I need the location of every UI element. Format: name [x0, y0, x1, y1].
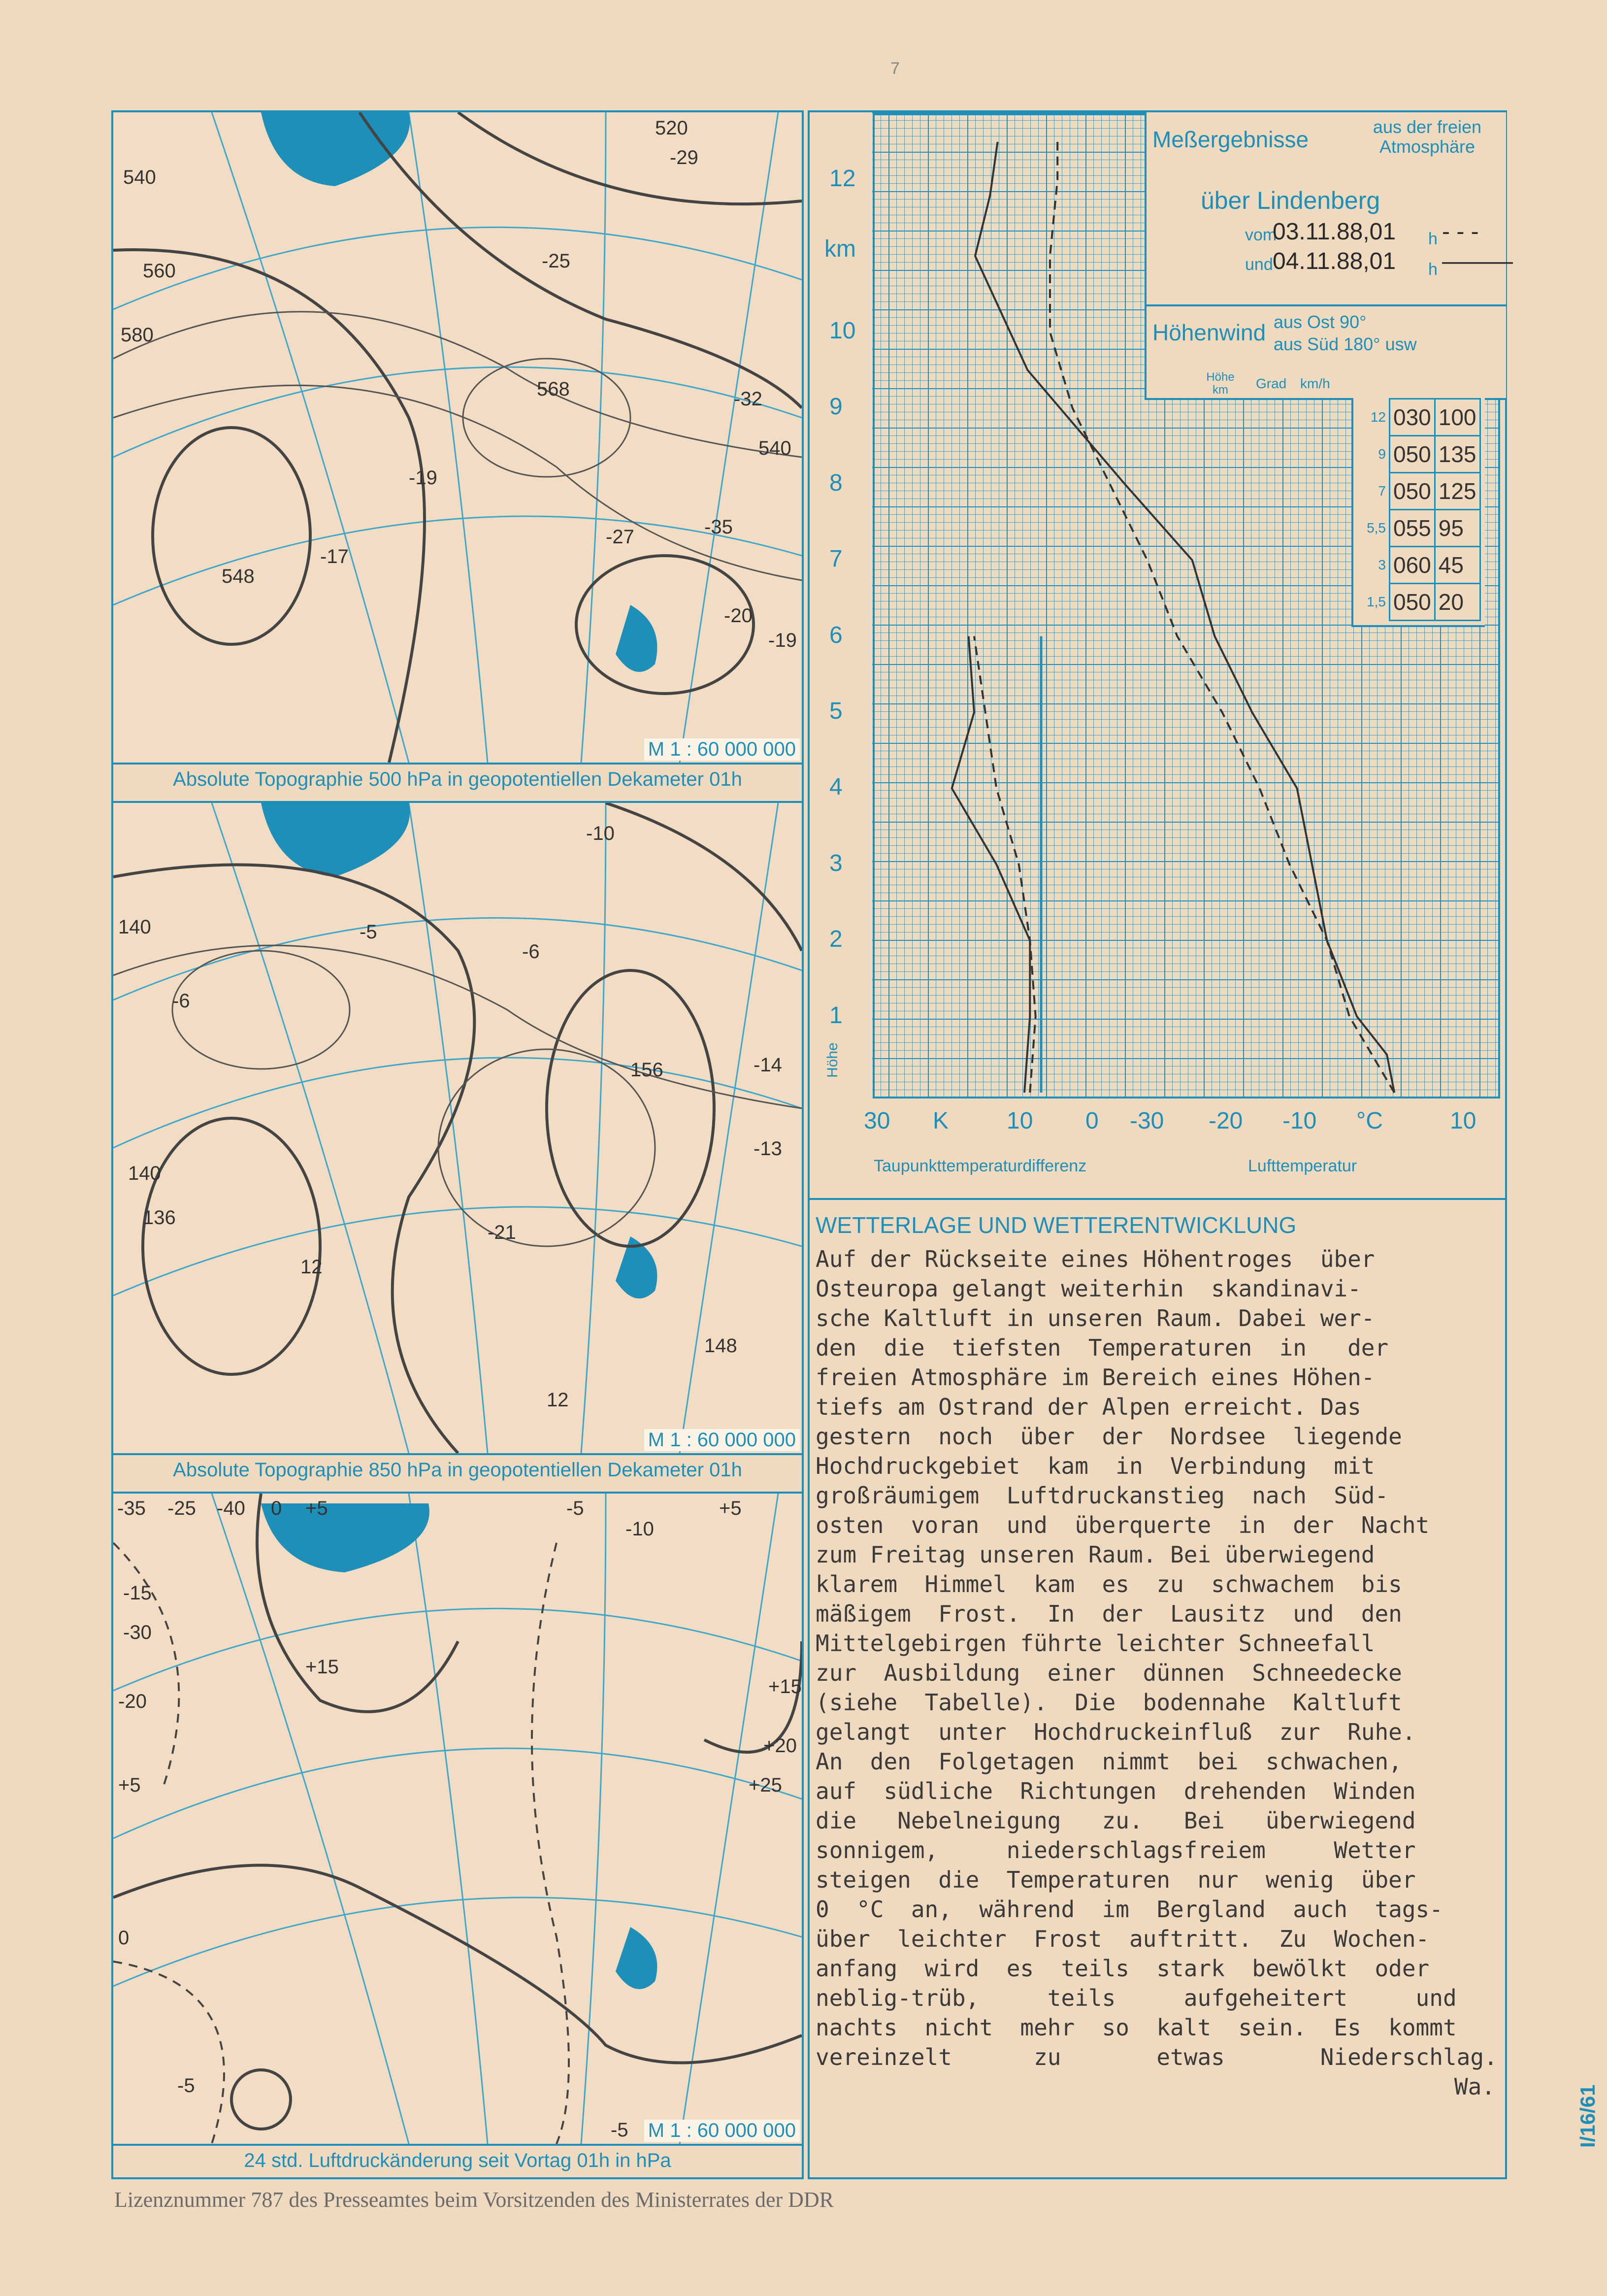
- article-line: zur Ausbildung einer dünnen Schneedecke: [816, 1660, 1402, 1686]
- map-scale: M 1 : 60 000 000: [644, 2120, 800, 2142]
- wind-row: [1353, 584, 1480, 621]
- wind-height: 7: [1378, 483, 1386, 499]
- article-line: Hochdruckgebiet kam in Verbindung mit: [816, 1453, 1375, 1479]
- article-line: über leichter Frost auftritt. Zu Wochen-: [816, 1926, 1430, 1952]
- km-label: km: [824, 236, 856, 262]
- contour-label: 12: [300, 1256, 323, 1278]
- contour-label: -29: [670, 147, 698, 168]
- contour-label: 560: [143, 260, 176, 282]
- map-500hpa-graphics: [113, 112, 802, 763]
- wind-height: 3: [1378, 557, 1386, 572]
- article-line: Osteuropa gelangt weiterhin skandinavi-: [816, 1275, 1361, 1302]
- article-line: anfang wird es teils stark bewölkt oder: [816, 1955, 1430, 1982]
- wind-speed: 125: [1435, 473, 1480, 510]
- y-tick-label: 1: [829, 1002, 843, 1029]
- contour-label: 140: [118, 916, 151, 938]
- date-1: 03.11.88,01: [1273, 219, 1396, 245]
- contour-label: 520: [655, 117, 688, 139]
- sounding-legend: [1145, 112, 1513, 400]
- article-line: die Nebelneigung zu. Bei überwiegend: [816, 1807, 1416, 1834]
- contour-label: 540: [123, 166, 156, 188]
- contour-label: 136: [143, 1207, 176, 1229]
- contour-label: +5: [719, 1497, 742, 1519]
- article-line: den die tiefsten Temperaturen in der: [816, 1334, 1389, 1361]
- article-line: großräumigem Luftdruckanstieg nach Süd-: [816, 1482, 1389, 1509]
- height-axis-label: Höhe: [824, 1042, 841, 1078]
- sounding-panel: [810, 112, 1513, 1186]
- contour-label: -25: [542, 250, 570, 272]
- wind-speed: 45: [1435, 547, 1480, 584]
- y-tick-label: 8: [829, 469, 843, 496]
- map-850hpa-caption: Absolute Topographie 850 hPa in geopotentiellen Dekameter 01h: [113, 1453, 802, 1487]
- wind-row: [1353, 510, 1480, 547]
- x-tick-temperature: °C: [1356, 1108, 1383, 1134]
- article-line: sonnigem, niederschlagsfreiem Wetter: [816, 1837, 1416, 1863]
- y-tick-label: 3: [829, 850, 843, 876]
- h-label-1: h: [1428, 230, 1438, 248]
- contour-label: -6: [522, 941, 540, 963]
- x-tick-temperature: 10: [1450, 1108, 1476, 1134]
- wind-note-2: aus Süd 180° usw: [1274, 334, 1417, 354]
- date-2: 04.11.88,01: [1273, 248, 1396, 274]
- x-tick-temperature: -10: [1282, 1108, 1317, 1134]
- wind-note-1: aus Ost 90°: [1274, 312, 1367, 332]
- contour-label: -27: [606, 526, 634, 548]
- article-line: osten voran und überquerte in der Nacht: [816, 1512, 1430, 1538]
- contour-label: -19: [768, 630, 797, 651]
- top-mark: 7: [890, 59, 900, 78]
- contour-label: +25: [749, 1774, 782, 1796]
- wind-speed: 135: [1435, 436, 1480, 473]
- wind-col-speed: km/h: [1300, 376, 1330, 391]
- vom-label: vom: [1245, 226, 1277, 244]
- sounding-title: Meßergebnisse: [1152, 127, 1309, 152]
- contour-label: 140: [128, 1163, 161, 1184]
- map-500hpa-caption: Absolute Topographie 500 hPa in geopotentiellen Dekameter 01h: [113, 763, 802, 796]
- wind-direction: 055: [1390, 510, 1435, 547]
- article-line: zum Freitag unseren Raum. Bei überwiegend: [816, 1541, 1375, 1568]
- contour-label: +15: [768, 1676, 802, 1697]
- contour-label: +15: [305, 1656, 339, 1678]
- wind-row: [1353, 547, 1480, 584]
- contour-label: -40: [217, 1497, 245, 1519]
- map-scale: M 1 : 60 000 000: [644, 738, 800, 761]
- contour-label: 12: [547, 1389, 569, 1411]
- article-body: [816, 1244, 1498, 2101]
- contour-label: -10: [586, 823, 615, 844]
- wind-row: [1353, 436, 1480, 473]
- wind-direction: 050: [1390, 584, 1435, 621]
- legend-divider: [1147, 304, 1506, 306]
- dewpoint-axis-label: Taupunkttemperaturdifferenz: [874, 1157, 1087, 1175]
- contour-label: -5: [360, 921, 377, 943]
- wind-col-height: Höhe km: [1206, 370, 1235, 397]
- sounding-subtitle: aus der freien Atmosphäre: [1373, 117, 1482, 157]
- contour-label: -30: [123, 1622, 152, 1643]
- article-line: gestern noch über der Nordsee liegende: [816, 1423, 1402, 1450]
- wind-speed: 95: [1435, 510, 1480, 547]
- article-line: An den Folgetagen nimmt bei schwachen,: [816, 1748, 1402, 1775]
- article-line: sche Kaltluft in unseren Raum. Dabei wer-: [816, 1305, 1375, 1331]
- article-line: Auf der Rückseite eines Höhentroges über: [816, 1246, 1375, 1272]
- wind-col-deg: Grad: [1256, 376, 1287, 391]
- article-line: (siehe Tabelle). Die bodennahe Kaltluft: [816, 1689, 1402, 1716]
- side-code: I/16/61: [1576, 2084, 1599, 2148]
- map-pressure-change: [113, 1492, 802, 2144]
- wind-row: [1353, 399, 1480, 436]
- y-tick-label: 6: [829, 622, 843, 648]
- contour-label: +5: [118, 1774, 141, 1796]
- right-divider: [810, 1198, 1505, 1200]
- contour-label: 148: [704, 1335, 737, 1357]
- contour-label: -17: [320, 546, 349, 567]
- map-pressure-change-caption: 24 std. Luftdruckänderung seit Vortag 01h in hPa: [113, 2144, 802, 2177]
- contour-label: -15: [123, 1582, 152, 1604]
- contour-label: -6: [172, 990, 190, 1012]
- article-heading: WETTERLAGE UND WETTERENTWICKLUNG: [816, 1212, 1297, 1238]
- wind-direction: 050: [1390, 473, 1435, 510]
- y-tick-label: 10: [829, 318, 856, 344]
- contour-label: -5: [566, 1497, 584, 1519]
- h-label-2: h: [1428, 260, 1438, 279]
- y-tick-label: 12: [829, 166, 856, 192]
- article-line: neblig-trüb, teils aufgeheitert und: [816, 1985, 1457, 2011]
- y-tick-label: 5: [829, 698, 843, 724]
- y-tick-label: 7: [829, 546, 843, 572]
- contour-label: -10: [625, 1518, 654, 1540]
- contour-label: 0: [118, 1927, 130, 1949]
- contour-label: -14: [754, 1054, 782, 1076]
- temperature-axis-label: Lufttemperatur: [1248, 1157, 1357, 1175]
- contour-label: -20: [118, 1691, 147, 1712]
- article-line: auf südliche Richtungen drehenden Winden: [816, 1778, 1416, 1804]
- wind-height: 9: [1378, 446, 1386, 462]
- x-tick-dewpoint: 0: [1085, 1108, 1099, 1134]
- x-tick-dewpoint: 30: [864, 1108, 890, 1134]
- wind-table-wrap: [1351, 398, 1485, 627]
- x-tick-temperature: -30: [1130, 1108, 1164, 1134]
- wind-height: 1,5: [1367, 594, 1386, 609]
- map-scale: M 1 : 60 000 000: [644, 1429, 800, 1451]
- article-line: vereinzelt zu etwas Niederschlag.: [816, 2044, 1498, 2070]
- wind-speed: 20: [1435, 584, 1480, 621]
- map-850hpa: [113, 801, 802, 1453]
- contour-label: 548: [222, 566, 255, 587]
- contour-label: -32: [734, 388, 762, 410]
- wind-direction: 030: [1390, 399, 1435, 436]
- wind-height: 5,5: [1367, 520, 1386, 535]
- contour-label: -20: [724, 605, 753, 627]
- article-line: Mittelgebirgen führte leichter Schneefall: [816, 1630, 1375, 1657]
- wind-direction: 050: [1390, 436, 1435, 473]
- y-tick-label: 9: [829, 394, 843, 420]
- wind-speed: 100: [1435, 399, 1480, 436]
- article-line: Wa.: [1454, 2073, 1495, 2100]
- contour-label: +20: [763, 1735, 797, 1757]
- article-line: klarem Himmel kam es zu schwachem bis: [816, 1571, 1402, 1597]
- contour-label: +5: [305, 1497, 328, 1519]
- map-pressure-change-graphics: [113, 1494, 802, 2144]
- contour-label: 0: [271, 1497, 282, 1519]
- legend-dashed: - - -: [1442, 219, 1479, 245]
- wind-table: [1353, 398, 1481, 621]
- article-line: mäßigem Frost. In der Lausitz und den: [816, 1600, 1402, 1627]
- wind-title: Höhenwind: [1152, 320, 1266, 345]
- contour-label: 540: [758, 437, 791, 459]
- y-tick-label: 2: [829, 926, 843, 953]
- contour-label: -13: [754, 1138, 782, 1160]
- contour-label: 580: [121, 324, 154, 346]
- map-500hpa: [113, 112, 802, 763]
- contour-label: 156: [630, 1059, 663, 1081]
- wind-row: [1353, 473, 1480, 510]
- x-tick-dewpoint: K: [933, 1108, 949, 1134]
- x-tick-temperature: -20: [1209, 1108, 1243, 1134]
- article-line: gelangt unter Hochdruckeinfluß zur Ruhe.: [816, 1719, 1416, 1745]
- article-line: 0 °C an, während im Bergland auch tags-: [816, 1896, 1443, 1923]
- und-label: und: [1245, 255, 1273, 274]
- article-line: steigen die Temperaturen nur wenig über: [816, 1866, 1416, 1893]
- contour-label: -19: [409, 467, 437, 489]
- map-850hpa-graphics: [113, 803, 802, 1453]
- contour-label: -35: [117, 1497, 146, 1519]
- contour-label: 568: [537, 378, 570, 400]
- wind-direction: 060: [1390, 547, 1435, 584]
- y-tick-label: 4: [829, 774, 843, 800]
- contour-label: -21: [488, 1222, 516, 1243]
- license-footer: Lizenznummer 787 des Presseamtes beim Vorsitzenden des Ministerrates der DDR: [114, 2188, 834, 2212]
- sounding-location: über Lindenberg: [1201, 187, 1380, 214]
- legend-solid: ———: [1442, 248, 1513, 274]
- article-line: freien Atmosphäre im Bereich eines Höhen-: [816, 1364, 1375, 1391]
- article-line: nachts nicht mehr so kalt sein. Es kommt: [816, 2014, 1457, 2041]
- contour-label: -35: [704, 516, 733, 538]
- contour-label: -5: [177, 2075, 195, 2096]
- article-line: tiefs am Ostrand der Alpen erreicht. Das: [816, 1394, 1361, 1420]
- contour-label: -25: [167, 1497, 196, 1519]
- wind-height: 12: [1370, 409, 1386, 425]
- x-tick-dewpoint: 10: [1007, 1108, 1033, 1134]
- contour-label: -5: [611, 2119, 628, 2141]
